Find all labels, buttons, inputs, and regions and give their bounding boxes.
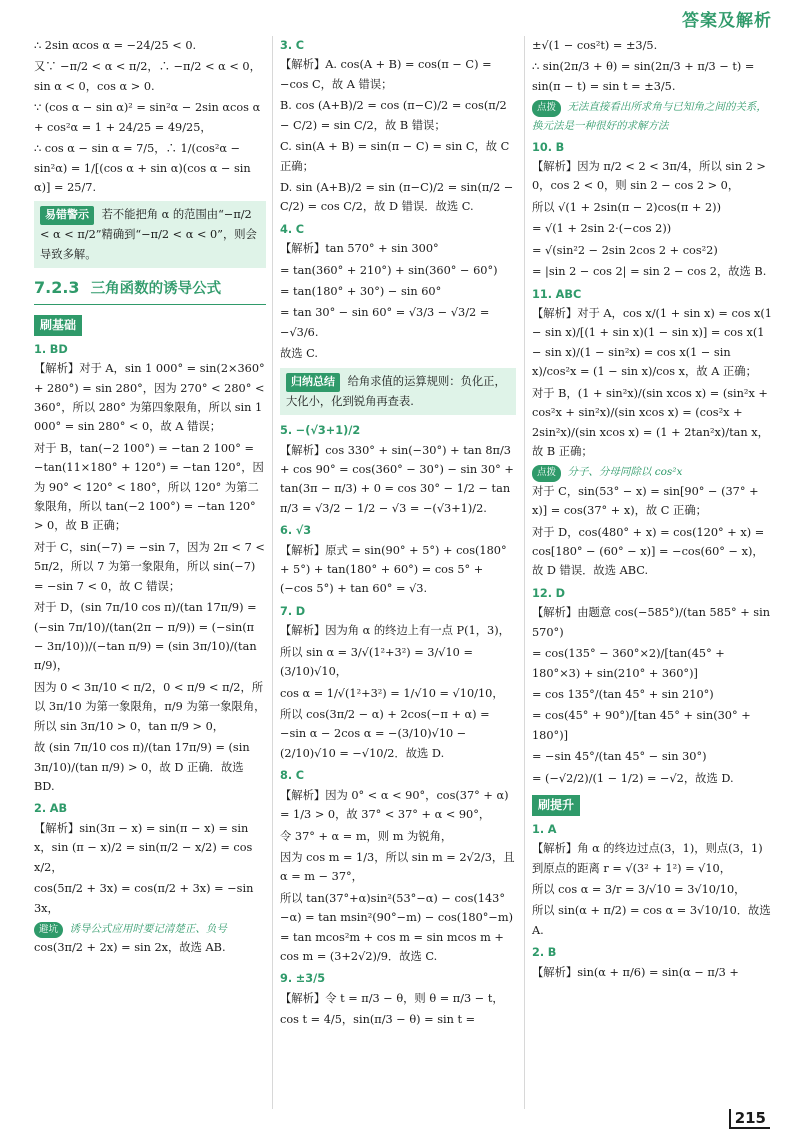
question-1 [34, 340, 266, 797]
solution-line: 所以 tan(37°+α)sin²(53°−α) − cos(143°−α) = tan msin²(90°−m) − cos(180°−m) = tan mcos²m + cos m = sin mcos m + cos m = (3+2√2)/9．故选 C. [280, 891, 514, 964]
question-11 [532, 285, 772, 581]
solution-line: D. sin (A+B)/2 = sin (π−C)/2 = sin(π/2 − C/2) = cos C/2，故 D 错误．故选 C. [280, 180, 514, 214]
question-number: 2. [532, 946, 545, 960]
solution-line: = (−√2/2)/(1 − 1/2) = −√2，故选 D. [532, 771, 734, 785]
summary-tag: 归纳总结 [286, 373, 340, 392]
tip-tag: 避坑 [34, 922, 63, 938]
question-5 [280, 421, 516, 518]
subhead-basic: 刷基础 [34, 315, 82, 336]
solution-line: = √(1 + 2sin 2·(−cos 2)) [532, 222, 672, 236]
solution-line: = cos(45° + 90°)/[tan 45° + sin(30° + 180°)] [532, 709, 751, 742]
answer-choice: BD [49, 342, 68, 356]
question-number: 3. [280, 39, 293, 52]
solution-line: 因为 0 < 3π/10 < π/2，0 < π/9 < π/2，所以 3π/10 为第一象限角，π/9 为第一象限角，所以 sin 3π/10 > 0，tan π/9 > 0， [34, 680, 266, 733]
question-7 [280, 602, 516, 763]
advanced-question-2 [532, 943, 772, 982]
question-number: 7. [280, 604, 293, 618]
column-2 [280, 36, 516, 1033]
question-number: 1. [532, 822, 545, 836]
solution-line: 所以 √(1 + 2sin(π − 2)cos(π + 2)) [532, 200, 721, 214]
answer-choice: ABC [555, 287, 582, 301]
text-line: ∵ (cos α − sin α)² = sin²α − 2sin αcos α + cos²α = 1 + 24/25 = 49/25， [34, 101, 261, 134]
question-number: 2. [34, 802, 47, 816]
answer-choice: A [547, 822, 557, 836]
solution-line: 对于 B，tan(−2 100°) = −tan 2 100° = −tan(11×180° + 120°) = −tan 120°，因为 90° < 120° < 180°，所以 120° 为第二象限角，所以 tan(−2 100°) = −tan 120° > 0，故 B 正确； [34, 441, 264, 533]
solution-line: B. cos (A+B)/2 = cos (π−C)/2 = cos(π/2 − C/2) = sin C/2，故 B 错误； [280, 99, 507, 132]
solution-line: 对于 B，(1 + sin²x)/(sin xcos x) = (sin²x + cos²x + sin²x)/(sin xcos x) = (cos²x + 2sin²x)/(sin xcos x) = (1 + 2tan²x)/tan x，故 B 正确； [532, 386, 769, 458]
solution-line: C. sin(A + B) = sin(π − C) = sin C，故 C 正确； [280, 140, 510, 173]
solution-line: 所以 sin α = 3/√(1²+3²) = 3/√10 = (3/10)√10， [280, 645, 473, 679]
question-number: 6. [280, 524, 293, 538]
answer-value: ±3/5 [295, 972, 326, 986]
solution-line: 故 (sin 7π/10 cos π)/(tan 17π/9) = (sin 3π/10)/(tan π/9) > 0，故 D 正确．故选 BD. [34, 741, 250, 793]
question-2 [34, 799, 266, 957]
solution-line: = tan(180° + 30°) − sin 60° [280, 285, 442, 299]
solution-line: 【解析】对于 A，sin 1 000° = sin(2×360° + 280°) = sin 280°，因为 270° < 280° < 360°，所以 280° 为第四象限角，所以 sin 1 000° = sin 280° < 0，故 A 错误； [34, 362, 265, 434]
question-number: 10. [532, 140, 553, 154]
solution-line: 故选 C. [280, 347, 319, 361]
tip-note [532, 463, 772, 481]
solution-line: 对于 C，sin(−7) = −sin 7，因为 2π < 7 < 5π/2，所以 7 为第一象限角，所以 sin(−7) = −sin 7 < 0，故 C 错误； [34, 540, 265, 593]
solution-line: 【解析】cos 330° + sin(−30°) + tan 8π/3 + cos 90° = cos(360° − 30°) − sin 30° + tan(3π − π/3) + 0 = cos 30° − 1/2 − tan π/3 = √3/2 − 1/2 − √3 = −(√3+1)/2. [280, 443, 514, 515]
column-1 [34, 36, 266, 961]
solution-line: cos(5π/2 + 3x) = cos(π/2 + 3x) = −sin 3x， [34, 882, 254, 915]
solution-line: = √(sin²2 − 2sin 2cos 2 + cos²2) [532, 243, 718, 257]
tip-text: 诱导公式应用时要记清楚正、负号 [69, 922, 227, 935]
text-line: ∴ 2sin αcos α = −24/25 < 0. [34, 39, 197, 52]
solution-line: 【解析】sin(α + π/6) = sin(α − π/3 + [532, 965, 739, 979]
section-name: 三角函数的诱导公式 [90, 281, 222, 298]
solution-line: cos t = 4/5，sin(π/3 − θ) = sin t = [280, 1013, 476, 1027]
advanced-question-1 [532, 820, 772, 941]
solution-line: 对于 D，(sin 7π/10 cos π)/(tan 17π/9) = (−sin 7π/10)/(tan(2π − π/9)) = (−sin(π − 3π/10))/(−tan π/9) = (sin 3π/10)/(tan π/9)， [34, 601, 257, 673]
solution-line: 【解析】令 t = π/3 − θ，则 θ = π/3 − t， [280, 991, 504, 1005]
text-line: 又∵ −π/2 < α < π/2，∴ −π/2 < α < 0，sin α < 0，cos α > 0. [34, 60, 261, 93]
question-number: 4. [280, 222, 293, 236]
tip-tag: 点拨 [532, 465, 561, 481]
section-title [34, 274, 266, 305]
question-9 [280, 969, 516, 1029]
tip-note [532, 98, 772, 134]
summary-box [280, 368, 516, 415]
tip-text: 分子、分母同除以 cos²x [567, 466, 683, 479]
solution-line: 令 37° + α = m，则 m 为锐角， [280, 829, 453, 843]
question-number: 5. [280, 424, 293, 438]
solution-line: = cos 135°/(tan 45° + sin 210°) [532, 687, 714, 701]
solution-line: 【解析】tan 570° + sin 300° [280, 242, 439, 256]
answer-choice: C [295, 222, 305, 236]
question-6 [280, 521, 516, 599]
solution-line: 【解析】sin(3π − x) = sin(π − x) = sin x，sin (π − x)/2 = sin(π/2 − x/2) = cos x/2， [34, 821, 253, 874]
answer-value: √3 [295, 524, 312, 538]
question-number: 12. [532, 586, 553, 600]
solution-line: 【解析】原式 = sin(90° + 5°) + cos(180° + 5°) + tan(180° + 60°) = cos 5° + (−cos 5°) + tan 60° = √3. [280, 543, 507, 596]
warning-tag: 易错警示 [40, 206, 94, 225]
warning-text: 若不能把角 α 的范围由“−π/2 < α < π/2”精确到“−π/2 < α < 0”，则会导致多解。 [40, 208, 257, 261]
solution-line: = tan 30° − sin 60° = √3/3 − √3/2 = −√3/6. [280, 306, 490, 339]
solution-line: = tan(360° + 210°) + sin(360° − 60°) [280, 263, 498, 277]
question-9-continued [532, 36, 772, 135]
header-title: 答案及解析 [682, 11, 772, 31]
solution-line: ∴ sin(2π/3 + θ) = sin(2π/3 + π/3 − t) = sin(π − t) = sin t = ±3/5. [532, 60, 755, 93]
solution-line: = |sin 2 − cos 2| = sin 2 − cos 2，故选 B. [532, 265, 767, 279]
solution-line: cos(3π/2 + 2x) = sin 2x，故选 AB. [34, 941, 226, 955]
solution-line: 对于 D，cos(480° + x) = cos(120° + x) = cos[180° − (60° − x)] = −cos(60° − x)，故 D 错误．故选 ABC. [532, 525, 765, 578]
warning-box [34, 201, 266, 268]
solution-line: 所以 cos(3π/2 − α) + 2cos(−π + α) = −sin α − 2cos α = −(3/10)√10 − (2/10)√10 = −√10/2．故选 D. [280, 707, 490, 760]
solution-line: = −sin 45°/(tan 45° − sin 30°) [532, 750, 707, 764]
tip-tag: 点拨 [532, 100, 561, 116]
solution-line: 【解析】因为 0° < α < 90°，cos(37° + α) = 1/3 > 0，故 37° < 37° + α < 90°， [280, 788, 509, 822]
answer-value: −(√3+1)/2 [295, 424, 361, 438]
page-number: 215 [729, 1109, 770, 1129]
solution-line: = cos(135° − 360°×2)/[tan(45° + 180°×3) + sin(210° + 360°)] [532, 647, 725, 680]
answer-choice: B [547, 946, 557, 960]
tip-text: 无法直接看出所求角与已知角之间的关系，换元法是一种很好的求解方法 [532, 101, 767, 132]
question-8 [280, 766, 516, 966]
question-12 [532, 584, 772, 788]
question-10 [532, 138, 772, 282]
tip-note [34, 920, 266, 938]
solution-line: ±√(1 − cos²t) = ±3/5. [532, 39, 658, 52]
text-line: ∴ cos α − sin α = 7/5，∴ 1/(cos²α − sin²α) = 1/[(cos α + sin α)(cos α − sin α)] = 25/7. [34, 142, 251, 194]
question-number: 1. [34, 342, 47, 356]
solution-line: 【解析】因为角 α 的终边上有一点 P(1，3)， [280, 624, 510, 638]
question-number: 11. [532, 287, 553, 301]
answer-choice: D [295, 604, 306, 618]
question-4 [280, 220, 516, 364]
column-divider [524, 36, 525, 1109]
answer-choice: C [295, 769, 305, 783]
summary-text: 给角求值的运算规则：负化正，大化小，化到锐角再查表. [286, 374, 506, 408]
answer-choice: C [295, 39, 305, 52]
solution-line: cos α = 1/√(1²+3²) = 1/√10 = √10/10， [280, 686, 504, 700]
solution-line: 【解析】因为 π/2 < 2 < 3π/4，所以 sin 2 > 0，cos 2 < 0，则 sin 2 − cos 2 > 0， [532, 160, 766, 193]
question-3 [280, 36, 516, 217]
section-number: 7.2.3 [34, 278, 80, 298]
answer-choice: D [555, 586, 565, 600]
solution-line: 所以 sin(α + π/2) = cos α = 3√10/10．故选 A. [532, 904, 771, 937]
solution-line: 对于 C，sin(53° − x) = sin[90° − (37° + x)] = cos(37° + x)，故 C 正确； [532, 484, 759, 518]
solution-line: 所以 cos α = 3/r = 3/√10 = 3√10/10， [532, 882, 746, 896]
solution-line: 【解析】对于 A，cos x/(1 + sin x) = cos x(1 − sin x)/[(1 + sin x)(1 − sin x)] = cos x(1 − sin x)/(1 − sin²x) = cos x(1 − sin x)/cos²x = (1 − sin x)/cos x，故 A 正确； [532, 307, 772, 379]
question-number: 9. [280, 972, 293, 986]
subhead-advanced: 刷提升 [532, 795, 580, 816]
solution-line: 【解析】角 α 的终边过点(3，1)，则点(3，1)到原点的距离 r = √(3² + 1²) = √10， [532, 842, 763, 875]
answer-choice: AB [49, 802, 68, 816]
column-3 [532, 36, 772, 985]
answer-choice: B [555, 140, 565, 154]
solution-line: 【解析】由题意 cos(−585°)/(tan 585° + sin 570°) [532, 606, 770, 639]
question-number: 8. [280, 769, 293, 783]
solution-line: 因为 cos m = 1/3，所以 sin m = 2√2/3，且 α = m − 37°， [280, 850, 515, 884]
intro-block [34, 36, 266, 197]
solution-line: 【解析】A. cos(A + B) = cos(π − C) = −cos C，故 A 错误； [280, 58, 492, 91]
column-divider [272, 36, 273, 1109]
